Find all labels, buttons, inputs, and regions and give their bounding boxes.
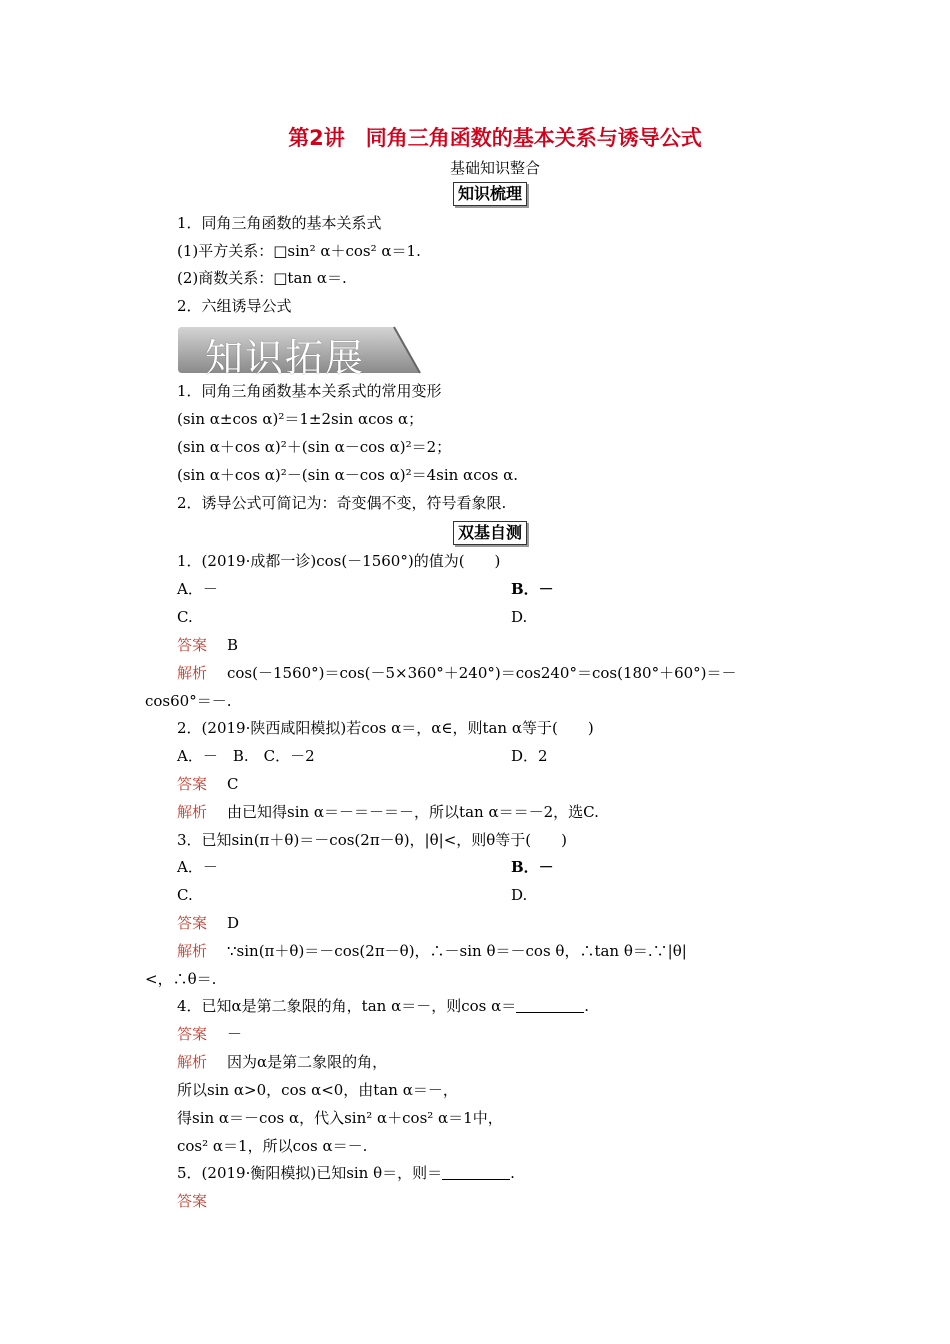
q3-option-a: A．－	[177, 858, 218, 876]
q2-answer: C	[227, 775, 239, 793]
q3-analysis-label: 解析	[177, 942, 208, 960]
q4-answer: －	[227, 1025, 243, 1043]
q2-option-d: D．2	[511, 747, 548, 765]
q4-stem-text: 4．已知α是第二象限的角，tan α＝－，则cos α＝	[177, 997, 517, 1015]
q1-option-c: C.	[177, 608, 193, 626]
q4-analysis-3: 得sin α＝－cos α，代入sin² α＋cos² α＝1中，	[177, 1109, 503, 1127]
q5-blank	[442, 1165, 510, 1180]
page-title: 第2讲 同角三角函数的基本关系与诱导公式	[288, 126, 702, 150]
q3-analysis-2: <，∴θ＝.	[145, 970, 217, 988]
q5-stem	[177, 1163, 515, 1183]
q3-analysis-1: ∵sin(π＋θ)＝－cos(2π－θ)，∴－sin θ＝－cos θ，∴tan θ＝.∵|θ|	[227, 942, 687, 960]
q1-option-b: B．－	[511, 580, 554, 598]
q3-answer-label: 答案	[177, 914, 208, 932]
knowledge-line-3: (2)商数关系：□tan α＝.	[177, 269, 347, 287]
q3-answer: D	[227, 914, 240, 932]
q4-analysis-1: 因为α是第二象限的角，	[227, 1053, 388, 1071]
q2-stem: 2．(2019·陕西咸阳模拟)若cos α＝，α∈，则tan α等于( )	[177, 719, 594, 737]
q1-answer-label: 答案	[177, 636, 208, 654]
knowledge-line-4: 2．六组诱导公式	[177, 297, 292, 315]
q1-analysis-label: 解析	[177, 664, 208, 682]
q3-option-d: D.	[511, 886, 528, 904]
q2-analysis: 由已知得sin α＝－＝－＝－，所以tan α＝＝－2，选C.	[227, 803, 599, 821]
q2-analysis-label: 解析	[177, 803, 208, 821]
extension-line-2: (sin α±cos α)²＝1±2sin αcos α；	[177, 410, 424, 428]
section-label-knowledge: 知识梳理	[453, 182, 527, 206]
q1-answer: B	[227, 636, 239, 654]
q4-stem-end: .	[584, 997, 590, 1015]
q4-blank	[516, 998, 584, 1013]
q3-option-b: B．－	[511, 858, 554, 876]
q4-analysis-2: 所以sin α>0，cos α<0，由tan α＝－，	[177, 1081, 458, 1099]
q5-answer-label: 答案	[177, 1192, 208, 1210]
q1-stem: 1．(2019·成都一诊)cos(－1560°)的值为( )	[177, 552, 501, 570]
q1-analysis-2: cos60°＝－.	[145, 692, 232, 710]
extension-line-5: 2．诱导公式可简记为：奇变偶不变，符号看象限.	[177, 494, 507, 512]
q4-stem	[177, 996, 589, 1016]
q2-options-abc: A．－ B. C．－2	[177, 747, 315, 765]
section-label-selftest: 双基自测	[453, 521, 527, 545]
extension-line-1: 1．同角三角函数基本关系式的常用变形	[177, 382, 442, 400]
q4-analysis-4: cos² α＝1，所以cos α＝－.	[177, 1137, 368, 1155]
q1-option-a: A．－	[177, 580, 218, 598]
q3-stem: 3．已知sin(π＋θ)＝－cos(2π－θ)，|θ|<，则θ等于( )	[177, 831, 568, 849]
knowledge-line-1: 1．同角三角函数的基本关系式	[177, 214, 382, 232]
q4-analysis-label: 解析	[177, 1053, 208, 1071]
q1-option-d: D.	[511, 608, 528, 626]
q1-analysis-1: cos(－1560°)＝cos(－5×360°＋240°)＝cos240°＝cos(180°＋60°)＝－	[227, 664, 737, 682]
q2-answer-label: 答案	[177, 775, 208, 793]
extension-line-4: (sin α＋cos α)²－(sin α－cos α)²＝4sin αcos α.	[177, 466, 518, 484]
q5-stem-end: .	[510, 1164, 515, 1182]
q4-answer-label: 答案	[177, 1025, 208, 1043]
banner-label: 知识拓展	[205, 336, 366, 380]
extension-line-3: (sin α＋cos α)²＋(sin α－cos α)²＝2；	[177, 438, 452, 456]
q5-stem-text: 5．(2019·衡阳模拟)已知sin θ＝，则＝	[177, 1164, 443, 1182]
page-subtitle: 基础知识整合	[449, 159, 540, 177]
q3-option-c: C.	[177, 886, 193, 904]
knowledge-line-2: (1)平方关系：□sin² α＋cos² α＝1.	[177, 242, 421, 260]
